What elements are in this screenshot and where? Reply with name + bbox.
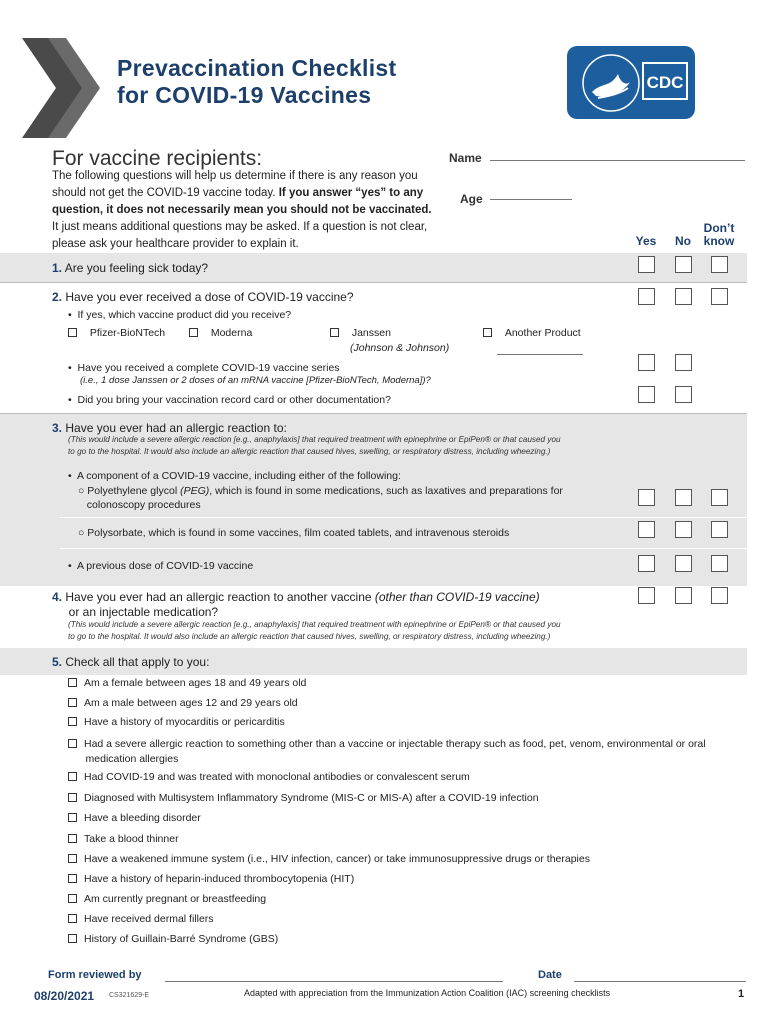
reviewed-by-label: Form reviewed by (48, 969, 142, 981)
q1-yes-checkbox[interactable] (638, 256, 655, 273)
product-pfizer[interactable]: Pfizer-BioNTech (68, 327, 165, 339)
q4-text: 4. Have you ever had an allergic reaction to another vaccine (other than COVID-19 vaccine) or an injectable medication? (52, 590, 540, 619)
col-yes: Yes (635, 234, 657, 248)
q2-card: • Did you bring your vaccination record card or other documentation? (68, 394, 391, 406)
divider (0, 282, 747, 283)
header-chevron-decoration (0, 38, 110, 138)
age-field[interactable] (490, 199, 572, 200)
age-label: Age (460, 192, 483, 206)
another-product-field[interactable] (497, 354, 583, 355)
name-field[interactable] (490, 160, 745, 161)
divider (60, 548, 747, 549)
col-no: No (675, 234, 691, 248)
janssen-note: (Johnson & Johnson) (350, 342, 450, 354)
q3-previous-dont-know-checkbox[interactable] (711, 555, 728, 572)
cdc-wordmark-icon (642, 62, 688, 100)
q3-peg: ○ Polyethylene glycol (PEG), which is found in some medications, such as laxatives and preparations for colonoscopy procedures (78, 485, 563, 511)
col-dont-know: Don’t know (703, 221, 735, 248)
q2-which: • If yes, which vaccine product did you receive? (68, 309, 292, 321)
date-field[interactable] (574, 981, 746, 982)
q5-item[interactable]: Have received dermal fillers (68, 913, 214, 925)
svg-text:CDC: CDC (646, 73, 684, 92)
q5-item[interactable]: Had COVID-19 and was treated with monoclonal antibodies or convalescent serum (68, 771, 470, 783)
hhs-seal-icon (580, 52, 642, 114)
q2-dont-know-checkbox[interactable] (711, 288, 728, 305)
q3-polysorbate-dont-know-checkbox[interactable] (711, 521, 728, 538)
q2-series-note: (i.e., 1 dose Janssen or 2 doses of an mRNA vaccine [Pfizer-BioNTech, Moderna])? (80, 375, 431, 386)
q2-card-yes-checkbox[interactable] (638, 386, 655, 403)
q5-item[interactable]: Diagnosed with Multisystem Inflammatory Syndrome (MIS-C or MIS-A) after a COVID-19 infection (68, 792, 539, 804)
doc-code: CS321629-E (109, 992, 150, 999)
q3-polysorbate-yes-checkbox[interactable] (638, 521, 655, 538)
q5-item[interactable]: History of Guillain-Barré Syndrome (GBS) (68, 933, 278, 945)
date-label: Date (538, 969, 562, 981)
q1-text: 1. Are you feeling sick today? (52, 261, 209, 275)
q2-yes-checkbox[interactable] (638, 288, 655, 305)
q4-no-checkbox[interactable] (675, 587, 692, 604)
q3-peg-no-checkbox[interactable] (675, 489, 692, 506)
q3-previous-no-checkbox[interactable] (675, 555, 692, 572)
q5-item[interactable]: Am a female between ages 18 and 49 years old (68, 677, 306, 689)
product-moderna[interactable]: Moderna (189, 327, 252, 339)
q2-series-yes-checkbox[interactable] (638, 354, 655, 371)
q2-series: • Have you received a complete COVID-19 vaccine series (68, 362, 340, 374)
q4-dont-know-checkbox[interactable] (711, 587, 728, 604)
q3-peg-dont-know-checkbox[interactable] (711, 489, 728, 506)
page-number: 1 (738, 988, 745, 1000)
page-title: Prevaccination Checklist for COVID-19 Vaccines (117, 55, 397, 108)
divider (60, 517, 747, 518)
q2-card-no-checkbox[interactable] (675, 386, 692, 403)
q3-text: 3. Have you ever had an allergic reaction to: (52, 421, 287, 435)
section-subhead: For vaccine recipients: (52, 147, 263, 170)
q3-polysorbate-no-checkbox[interactable] (675, 521, 692, 538)
q5-item[interactable]: Have a history of myocarditis or pericarditis (68, 716, 285, 728)
q5-item[interactable]: Am a male between ages 12 and 29 years old (68, 697, 298, 709)
credit-text: Adapted with appreciation from the Immunization Action Coalition (IAC) screening checklists (244, 988, 611, 998)
q3-previous: • A previous dose of COVID-19 vaccine (68, 560, 254, 572)
product-another[interactable]: Another Product (483, 327, 581, 339)
q5-item[interactable]: Had a severe allergic reaction to something other than a vaccine or injectable therapy such as food, pet, venom, environmental or oral medication allergies (68, 737, 706, 767)
q2-no-checkbox[interactable] (675, 288, 692, 305)
q1-dont-know-checkbox[interactable] (711, 256, 728, 273)
q3-polysorbate: ○ Polysorbate, which is found in some vaccines, film coated tablets, and intravenous steroids (78, 527, 510, 539)
name-label: Name (449, 151, 482, 165)
q1-no-checkbox[interactable] (675, 256, 692, 273)
q3-component: • A component of a COVID-19 vaccine, including either of the following: (68, 470, 401, 482)
q5-item[interactable]: Take a blood thinner (68, 833, 179, 845)
q3-peg-yes-checkbox[interactable] (638, 489, 655, 506)
q2-text: 2. Have you ever received a dose of COVID-19 vaccine? (52, 290, 354, 304)
q3-note: (This would include a severe allergic reaction [e.g., anaphylaxis] that required treatment with epinephrine or EpiPen® or that caused you to go to the hospital. It would also include an allergic reaction that caused hives, swelling, or respiratory distress, including wheezing.) (68, 435, 561, 456)
q3-previous-yes-checkbox[interactable] (638, 555, 655, 572)
q5-item[interactable]: Have a bleeding disorder (68, 812, 201, 824)
q5-item[interactable]: Have a history of heparin-induced thrombocytopenia (HIT) (68, 873, 354, 885)
footer-date: 08/20/2021 (34, 989, 95, 1003)
q5-item[interactable]: Am currently pregnant or breastfeeding (68, 893, 266, 905)
q2-series-no-checkbox[interactable] (675, 354, 692, 371)
intro-text: The following questions will help us determine if there is any reason you should not get the COVID-19 vaccine today. If you answer “yes” to any question, it does not necessarily mean you should not be vaccinated. It just means additional questions may be asked. If a question is not clear, please ask your healthcare provider to explain it. (52, 170, 432, 250)
product-janssen[interactable]: Janssen (330, 327, 391, 339)
q5-text: 5. Check all that apply to you: (52, 655, 210, 669)
reviewed-by-field[interactable] (165, 981, 503, 982)
q4-yes-checkbox[interactable] (638, 587, 655, 604)
q5-item[interactable]: Have a weakened immune system (i.e., HIV infection, cancer) or take immunosuppressive drugs or therapies (68, 853, 590, 865)
q4-note: (This would include a severe allergic reaction [e.g., anaphylaxis] that required treatment with epinephrine or EpiPen® or that caused you to go to the hospital. It would also include an allergic reaction that caused hives, swelling, or respiratory distress, including wheezing.) (68, 620, 561, 641)
